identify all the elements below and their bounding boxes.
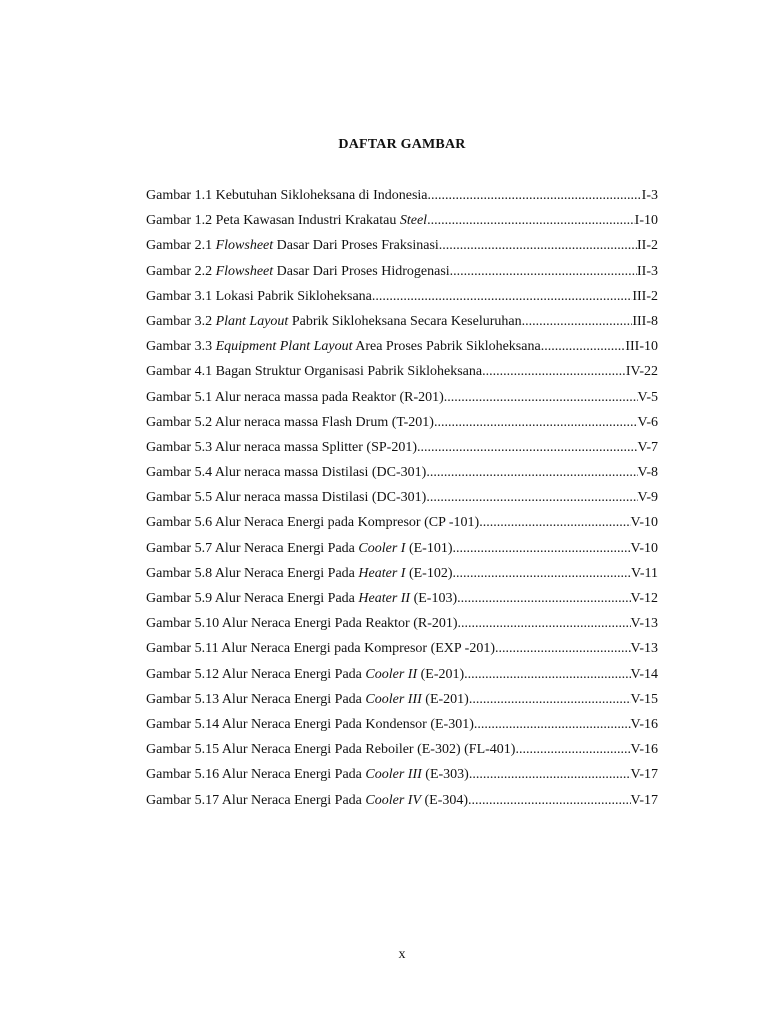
figure-entry-page: III-8 [632, 313, 658, 329]
figure-entry-page: V-6 [637, 414, 658, 430]
dot-leader [474, 715, 631, 735]
figure-entry [146, 463, 658, 488]
dot-leader [427, 211, 635, 231]
figure-entry-label-text: Gambar 5.10 Alur Neraca Energi Pada Reaktor (R-201) [146, 616, 458, 632]
dot-leader [434, 413, 638, 433]
dot-leader [439, 236, 637, 256]
figure-entry-label-text: Gambar 5.17 Alur Neraca Energi Pada [146, 792, 366, 808]
page-number: x [398, 947, 406, 962]
figure-entry-label [146, 740, 515, 760]
figure-entry [146, 740, 658, 765]
dot-leader [452, 564, 631, 584]
figure-entry-label-italic: Cooler III [365, 691, 422, 707]
figure-entry-label-text: Gambar 5.8 Alur Neraca Energi Pada [146, 565, 359, 581]
figure-entry-label-text: Dasar Dari Proses Hidrogenasi [273, 263, 450, 279]
dot-leader [426, 463, 637, 483]
figure-entry-label-text: Gambar 4.1 Bagan Struktur Organisasi Pabrik Sikloheksana [146, 364, 483, 380]
figure-entry-label-italic: Cooler I [358, 540, 406, 556]
figure-entry-label [146, 765, 469, 785]
figure-entry-page: I-3 [641, 188, 658, 203]
dot-leader [469, 765, 631, 785]
figure-entry-label [146, 362, 482, 382]
figure-entry-label-text: Gambar 5.2 Alur neraca massa Flash Drum (T-201) [146, 414, 434, 430]
figure-entry-label-text: Gambar 2.2 [146, 263, 216, 279]
figure-entry-label [146, 211, 427, 231]
figure-entry-label-text: Gambar 1.1 Kebutuhan Sikloheksana di Indonesia [146, 188, 428, 203]
figure-entry-label-italic: Heater II [358, 591, 411, 606]
figure-entry [146, 665, 658, 690]
figure-entry-page: III-10 [625, 339, 658, 355]
figure-entry-label [146, 791, 468, 811]
figure-entry-label-text: Gambar 5.16 Alur Neraca Energi Pada [146, 767, 366, 783]
dot-leader [522, 312, 633, 332]
figure-entry-page: V-5 [637, 389, 658, 405]
figure-entry [146, 438, 658, 463]
figure-entry-page: V-17 [630, 767, 658, 783]
figure-entry-label [146, 312, 522, 332]
figure-list [146, 186, 658, 816]
figure-entry-label [146, 337, 541, 357]
figure-entry-label-text: (E-102) [405, 565, 453, 581]
figure-entry-page: V-13 [630, 616, 658, 632]
figure-entry-label-italic: Plant Layout [215, 313, 289, 329]
figure-entry-label-text: Gambar 5.5 Alur neraca massa Distilasi (DC-301) [146, 490, 427, 506]
figure-entry [146, 488, 658, 513]
figure-entry-label [146, 488, 426, 508]
figure-entry-label [146, 715, 474, 735]
figure-entry-page: V-13 [630, 641, 658, 657]
figure-entry-label [146, 413, 434, 433]
figure-entry-label [146, 564, 452, 584]
figure-entry [146, 211, 658, 236]
figure-entry-label-text: Gambar 5.9 Alur Neraca Energi Pada [146, 591, 359, 606]
figure-entry-page: V-10 [630, 540, 658, 556]
figure-entry-page: V-12 [630, 591, 658, 606]
figure-entry-label [146, 262, 450, 282]
figure-entry-label-italic: Flowsheet [215, 263, 274, 279]
figure-entry-label-text: Gambar 5.3 Alur neraca massa Splitter (SP-201) [146, 439, 417, 455]
figure-entry-label [146, 236, 439, 256]
figure-entry-label-text: (E-101) [405, 540, 453, 556]
figure-entry-label-text: Gambar 3.3 [146, 339, 216, 355]
figure-entry-page: II-2 [637, 238, 658, 254]
figure-entry-label [146, 589, 457, 609]
figure-entry-label-text: Gambar 2.1 [146, 238, 216, 254]
figure-entry [146, 388, 658, 413]
figure-entry-page: II-3 [637, 263, 658, 279]
dot-leader [426, 488, 637, 508]
figure-entry-page: IV-22 [625, 364, 658, 380]
dot-leader [457, 589, 630, 609]
dot-leader [453, 539, 631, 559]
figure-entry [146, 513, 658, 538]
figure-entry-page: V-14 [630, 666, 658, 682]
figure-entry-page: V-16 [630, 742, 658, 758]
figure-entry-page: V-10 [630, 515, 658, 531]
figure-entry-label-italic: Cooler IV [365, 792, 421, 808]
figure-entry-label-text: (E-304) [421, 792, 469, 808]
figure-entry [146, 312, 658, 337]
dot-leader [450, 262, 637, 282]
figure-entry [146, 337, 658, 362]
dot-leader [482, 362, 626, 382]
figure-entry-label-italic: Flowsheet [215, 238, 274, 254]
figure-entry-page: V-8 [637, 465, 658, 481]
figure-entry [146, 589, 658, 614]
figure-entry-page: V-16 [630, 716, 658, 732]
figure-entry-label-text: Gambar 5.1 Alur neraca massa pada Reaktor (R-201) [146, 389, 444, 405]
figure-entry-page: III-2 [632, 288, 658, 304]
dot-leader [428, 186, 642, 206]
figure-entry-label-text: (E-103) [410, 591, 458, 606]
figure-entry-page: V-17 [630, 792, 658, 808]
figure-entry-label-text: (E-201) [417, 666, 465, 682]
figure-entry-label-italic: Heater I [358, 565, 406, 581]
figure-entry-label-italic: Steel [399, 213, 428, 229]
figure-entry-label-text: (E-201) [421, 691, 469, 707]
figure-entry-label-text: Gambar 5.14 Alur Neraca Energi Pada Kondensor (E-301) [146, 716, 474, 732]
dot-leader [479, 513, 630, 533]
figure-entry [146, 236, 658, 261]
figure-entry-label [146, 438, 417, 458]
figure-entry-label-text: Gambar 5.7 Alur Neraca Energi Pada [146, 540, 359, 556]
figure-entry [146, 362, 658, 387]
figure-entry-label-italic: Cooler III [365, 767, 422, 783]
figure-entry-label-text: Gambar 1.2 Peta Kawasan Industri Krakatau [146, 213, 400, 229]
dot-leader [495, 639, 631, 659]
figure-entry-label [146, 463, 426, 483]
dot-leader [469, 690, 631, 710]
figure-entry-page: I-10 [634, 213, 658, 229]
figure-entry-page: V-11 [631, 565, 658, 581]
page-title: DAFTAR GAMBAR [338, 137, 466, 152]
dot-leader [444, 388, 638, 408]
figure-entry [146, 564, 658, 589]
figure-entry [146, 791, 658, 816]
figure-entry-label-text: (E-303) [421, 767, 469, 783]
dot-leader [541, 337, 626, 357]
figure-entry [146, 287, 658, 312]
figure-entry [146, 186, 658, 211]
figure-entry-label [146, 513, 479, 533]
figure-entry-page: V-7 [637, 439, 658, 455]
figure-entry-label-text: Gambar 3.1 Lokasi Pabrik Sikloheksana [146, 288, 372, 304]
dot-leader [417, 438, 638, 458]
figure-entry-label-text: Gambar 5.11 Alur Neraca Energi pada Kompresor (EXP -201) [146, 641, 495, 657]
dot-leader [515, 740, 630, 760]
dot-leader [458, 614, 631, 634]
figure-entry-label-text: Gambar 5.15 Alur Neraca Energi Pada Reboiler (E-302) (FL-401) [146, 742, 516, 758]
figure-entry [146, 614, 658, 639]
figure-entry-label [146, 539, 453, 559]
figure-entry-label-text: Dasar Dari Proses Fraksinasi [273, 238, 439, 254]
figure-entry [146, 262, 658, 287]
figure-entry-label-italic: Cooler II [365, 666, 418, 682]
figure-entry-label-text: Gambar 5.13 Alur Neraca Energi Pada [146, 691, 366, 707]
figure-entry-label [146, 287, 372, 307]
figure-entry-label-text: Gambar 5.6 Alur Neraca Energi pada Kompresor (CP -101) [146, 515, 480, 531]
figure-entry-label-text: Pabrik Sikloheksana Secara Keseluruhan [288, 313, 522, 329]
figure-entry [146, 539, 658, 564]
figure-entry-label [146, 614, 458, 634]
dot-leader [372, 287, 632, 307]
figure-entry [146, 715, 658, 740]
figure-entry [146, 639, 658, 664]
figure-entry [146, 690, 658, 715]
figure-entry-label-text: Gambar 5.12 Alur Neraca Energi Pada [146, 666, 366, 682]
figure-entry-label [146, 690, 469, 710]
figure-entry [146, 413, 658, 438]
figure-entry-label [146, 665, 464, 685]
figure-entry-label [146, 388, 444, 408]
figure-entry-label-italic: Equipment Plant Layout [215, 339, 353, 355]
figure-entry-label-text: Gambar 5.4 Alur neraca massa Distilasi (DC-301) [146, 465, 427, 481]
dot-leader [468, 791, 630, 811]
dot-leader [464, 665, 630, 685]
figure-entry-label [146, 186, 428, 206]
figure-entry [146, 765, 658, 790]
figure-entry-label-text: Gambar 3.2 [146, 313, 216, 329]
figure-entry-label [146, 639, 495, 659]
figure-entry-page: V-15 [630, 691, 658, 707]
figure-entry-page: V-9 [637, 490, 658, 506]
figure-entry-label-text: Area Proses Pabrik Sikloheksana [352, 339, 541, 355]
